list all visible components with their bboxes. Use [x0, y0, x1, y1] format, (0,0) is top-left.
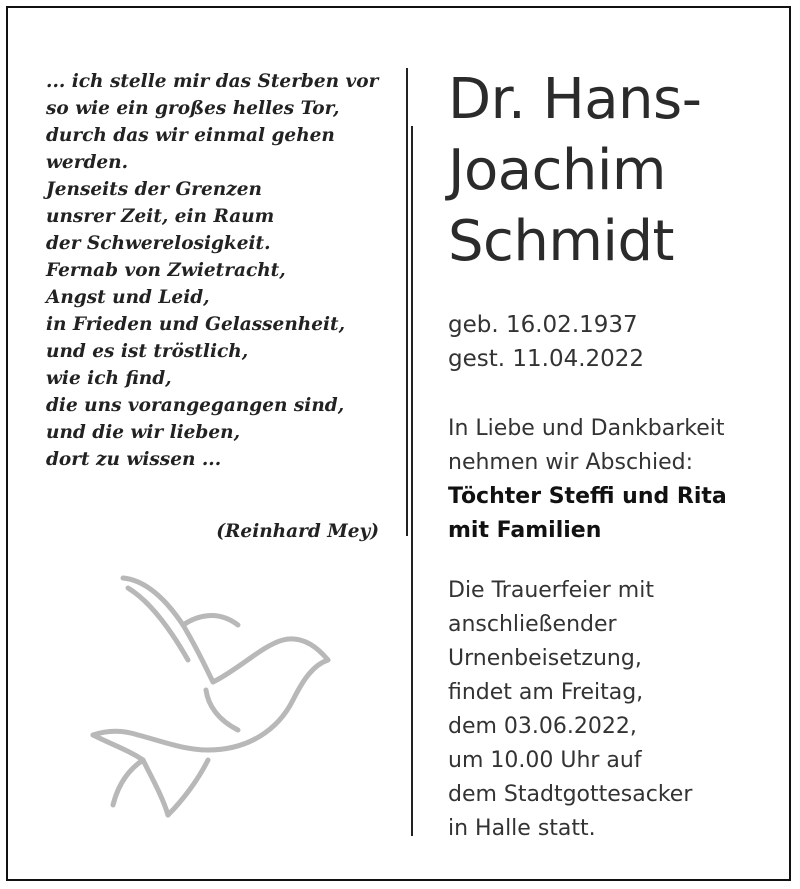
obituary-frame — [6, 6, 791, 881]
farewell-line: In Liebe und Dankbarkeit — [448, 416, 725, 441]
divider-rule — [406, 68, 408, 536]
poem-line: so wie ein großes helles Tor, — [46, 98, 340, 119]
name-line: Joachim — [448, 138, 666, 203]
farewell-line: nehmen wir Abschied: — [448, 450, 694, 475]
poem-line: ... ich stelle mir das Sterben vor — [46, 71, 379, 92]
poem-line: die uns vorangegangen sind, — [46, 395, 345, 416]
family-line: Töchter Steffi und Rita — [448, 484, 727, 509]
service-line: Die Trauerfeier mit — [448, 578, 654, 603]
name-line: Schmidt — [448, 209, 674, 274]
poem-line: der Schwerelosigkeit. — [46, 233, 271, 254]
poem-line: werden. — [46, 152, 129, 173]
deceased-name — [448, 64, 788, 277]
poem-line: und die wir lieben, — [46, 422, 241, 443]
farewell-block — [448, 412, 793, 548]
family-line: mit Familien — [448, 518, 602, 543]
poem — [46, 68, 386, 473]
service-line: anschließender — [448, 612, 617, 637]
life-dates — [448, 308, 788, 376]
poem-line: wie ich find, — [46, 368, 172, 389]
death-date: gest. 11.04.2022 — [448, 346, 645, 372]
dove-icon — [88, 570, 338, 825]
poem-line: und es ist tröstlich, — [46, 341, 249, 362]
service-line: dem Stadtgottesacker — [448, 782, 693, 807]
divider-rule — [411, 126, 413, 836]
poem-line: durch das wir einmal gehen — [46, 125, 335, 146]
poem-line: unsrer Zeit, ein Raum — [46, 206, 275, 227]
poem-line: in Frieden und Gelassenheit, — [46, 314, 346, 335]
service-line: um 10.00 Uhr auf — [448, 748, 642, 773]
service-line: Urnenbeisetzung, — [448, 646, 642, 671]
name-line: Dr. Hans- — [448, 67, 702, 132]
poem-author: (Reinhard Mey) — [216, 521, 379, 542]
service-block — [448, 574, 793, 846]
service-line: findet am Freitag, — [448, 680, 644, 705]
birth-date: geb. 16.02.1937 — [448, 312, 638, 338]
poem-line: Fernab von Zwietracht, — [46, 260, 286, 281]
service-line: in Halle statt. — [448, 816, 596, 841]
poem-line: dort zu wissen ... — [46, 449, 222, 470]
poem-line: Jenseits der Grenzen — [46, 179, 262, 200]
service-line: dem 03.06.2022, — [448, 714, 637, 739]
poem-line: Angst und Leid, — [46, 287, 210, 308]
